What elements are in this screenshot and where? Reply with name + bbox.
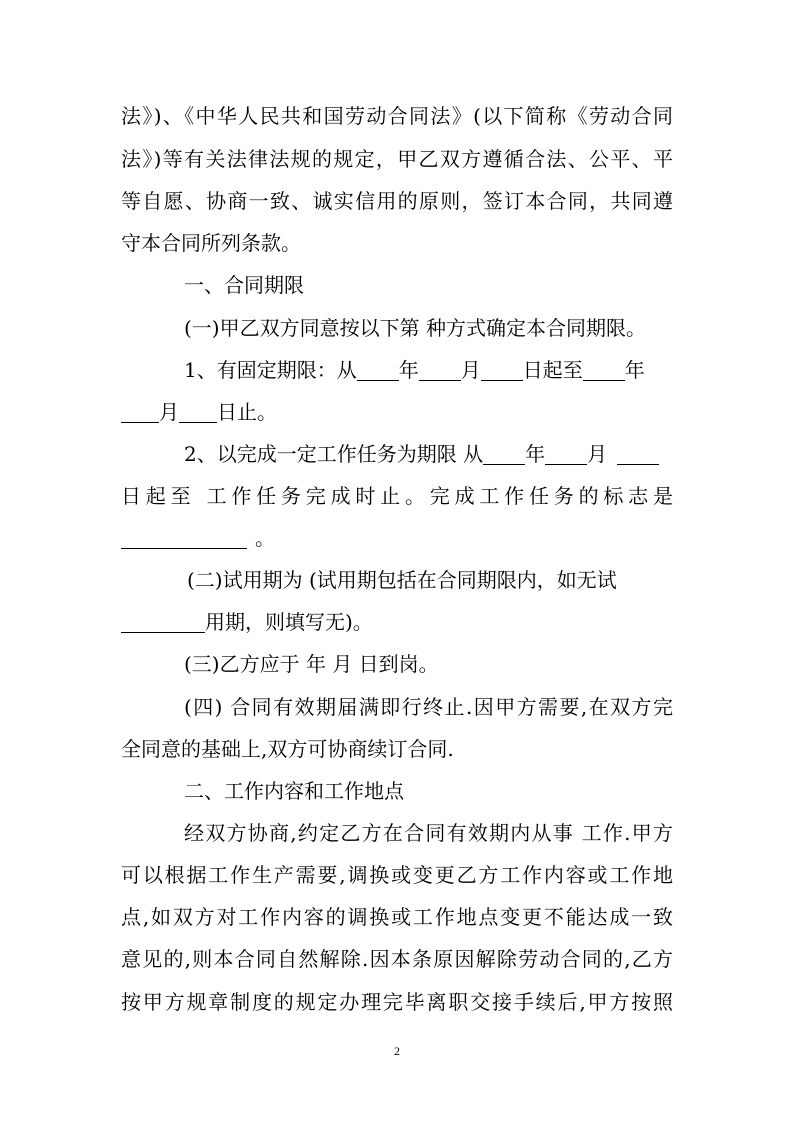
item-1-text-d: 日起至 (522, 358, 583, 382)
item-1-cont-a: 月 (159, 400, 179, 424)
item-1-text-c: 月 (460, 358, 481, 382)
text-line-2: 法》)等有关法律法规的规定，甲乙双方遵循合法、公平、平 (121, 147, 673, 171)
clause-1-1-item-2-cont: 日起至 工作任务完成时止。完成工作任务的标志是 (121, 484, 673, 508)
text-line-3: 等自愿、协商一致、诚实信用的原则，签订本合同，共同遵 (121, 189, 673, 213)
section-heading-1: 一、合同期限 (184, 273, 304, 297)
clause-1-1: (一)甲乙双方同意按以下第 种方式确定本合同期限。 (184, 316, 646, 340)
blank-task-month (545, 444, 587, 465)
item-1-cont-b: 日止。 (217, 400, 277, 424)
clause-1-1-item-1-cont (121, 398, 277, 426)
item-2-text-a: 2、以完成一定工作任务为期限 从 (184, 442, 484, 466)
blank-day (481, 360, 523, 381)
text-line-1: 法》)、《中华人民共和国劳动合同法》(以下简称《劳动合同 (121, 104, 673, 128)
clause-1-4: (四) 合同有效期届满即行终止.因甲方需要,在双方完 (184, 695, 673, 719)
item-2-text-b: 年 (525, 442, 546, 466)
clause-1-3: (三)乙方应于 年 月 日到岗。 (184, 652, 439, 676)
clause-2-line-2: 可以根据工作生产需要,调换或变更乙方工作内容或工作地 (121, 863, 673, 887)
blank-task-mark (121, 528, 247, 549)
blank-probation (121, 612, 205, 633)
blank-month-end (121, 402, 159, 423)
text-line-4: 守本合同所列条款。 (121, 231, 301, 255)
clause-1-2-cont (121, 608, 373, 636)
item-2-mark-end: 。 (255, 526, 275, 550)
item-1-text-e: 年 (624, 358, 645, 382)
clause-1-4-cont: 全同意的基础上,双方可协商续订合同. (121, 737, 454, 761)
blank-day-end (179, 402, 217, 423)
clause-2-line-4: 意见的,则本合同自然解除.因本条原因解除劳动合同的,乙方 (121, 947, 673, 971)
clause-1-1-item-2 (184, 440, 659, 468)
page-number: 2 (394, 1044, 400, 1058)
clause-1-2: (二)试用期为 (试用期包括在合同期限内，如无试 (187, 568, 617, 592)
item-2-text-c: 月 (587, 442, 608, 466)
blank-task-day (617, 444, 659, 465)
item-1-text-a: 1、有固定期限：从 (184, 358, 357, 382)
clause-2-line-5: 按甲方规章制度的规定办理完毕离职交接手续后,甲方按照 (121, 990, 673, 1014)
blank-month (419, 360, 461, 381)
item-1-text-b: 年 (398, 358, 419, 382)
clause-2-line-1: 经双方协商,约定乙方在合同有效期内从事 工作.甲方 (184, 821, 673, 845)
clause-2-line-3: 点,如双方对工作内容的调换或工作地点变更不能达成一致 (121, 905, 673, 929)
blank-year (357, 360, 399, 381)
clause-1-1-item-1 (184, 356, 645, 384)
clause-1-1-item-2-mark (121, 524, 275, 552)
blank-task-year (483, 444, 525, 465)
clause-1-2-cont-text: 用期，则填写无)。 (205, 610, 373, 634)
section-heading-2: 二、工作内容和工作地点 (184, 779, 404, 803)
blank-year-end (583, 360, 625, 381)
